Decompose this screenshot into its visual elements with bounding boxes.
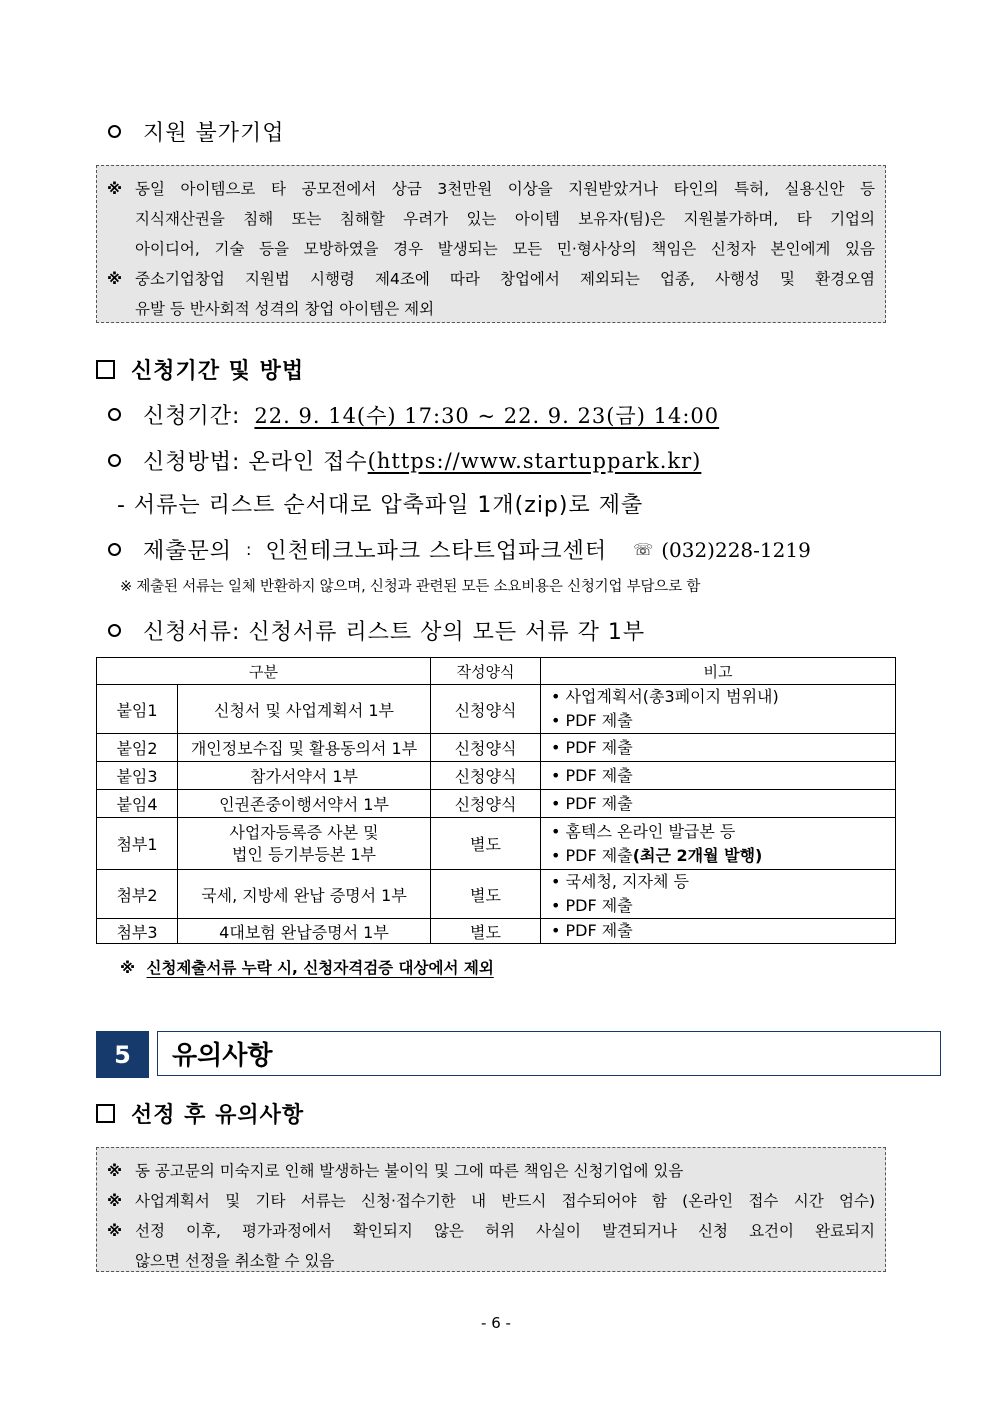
caution-heading: 선정 후 유의사항 [96, 1098, 304, 1129]
omission-note: ※ 신청제출서류 누락 시, 신청자격검증 대상에서 제외 [120, 959, 494, 977]
table-row: 첨부2 국세, 지방세 완납 증명서 1부 별도 • 국세청, 지자체 등 • PDF 제출 [97, 870, 896, 919]
note-line: 지식재산권을 침해 또는 침해할 우려가 있는 아이템 보유자(팀)은 지원불가하며, 타 기업의 [135, 210, 875, 228]
apply-url-link[interactable]: (https://www.startuppark.kr) [367, 448, 702, 473]
circle-bullet-icon [108, 125, 121, 138]
unsupported-heading: 지원 불가기업 [108, 116, 285, 147]
section-title: 유의사항 [157, 1031, 941, 1076]
docs-format-line: - 서류는 리스트 순서대로 압축파일 1개(zip)로 제출 [117, 493, 644, 518]
note-line: 선정 이후, 평가과정에서 확인되지 않은 허위 사실이 발견되거나 신청 요건이 완료되지 [135, 1222, 875, 1240]
apply-method: 신청방법: 온라인 접수 (https://www.startuppark.kr) [108, 445, 701, 476]
unsupported-note-box: ※ 동일 아이템으로 타 공모전에서 상금 3천만원 이상을 지원받았거나 타인의 특허, 실용신안 등 지식재산권을 침해 또는 침해할 우려가 있는 아이템 보유자(팀)은 지원불가하며, 타 기업의 아이디어, 기술 등을 모방하였을 경우 발생되는 모든 민·형사상의 책임은 신청자 본인에게 있음 ※ 중소기업창업 지원법 시행령 제4조에 따라 창업에서 제외되는 업종, 사행성 및 환경오염 유발 등 반사회적 성격의 창업 아이템은 제외 [96, 165, 886, 323]
circle-bullet-icon [108, 543, 121, 556]
note-line: 아이디어, 기술 등을 모방하였을 경우 발생되는 모든 민·형사상의 책임은 신청자 본인에게 있음 [135, 240, 875, 258]
note-line: 않으면 선정을 취소할 수 있음 [135, 1252, 335, 1270]
circle-bullet-icon [108, 408, 121, 421]
table-row: 첨부1 사업자등록증 사본 및 법인 등기부등본 1부 별도 • 홈텍스 온라인 발급본 등 • PDF 제출(최근 2개월 발행) [97, 818, 896, 870]
note-line: 사업계획서 및 기타 서류는 신청·접수기한 내 반드시 접수되어야 함 (온라인 접수 시간 엄수) [135, 1192, 875, 1210]
square-bullet-icon [96, 360, 115, 379]
apply-heading: 신청기간 및 방법 [96, 354, 304, 385]
square-bullet-icon [96, 1104, 115, 1123]
table-row: 붙임2 개인정보수집 및 활용동의서 1부 신청양식 • PDF 제출 [97, 734, 896, 762]
table-header-row: 구분 작성양식 비고 [97, 658, 896, 685]
phone-icon: ☏ [633, 540, 654, 559]
note-line: 중소기업창업 지원법 시행령 제4조에 따라 창업에서 제외되는 업종, 사행성 및 환경오염 [135, 270, 875, 288]
period-value: 22. 9. 14(수) 17:30 ~ 22. 9. 23(금) 14:00 [254, 403, 720, 428]
note-line: 동일 아이템으로 타 공모전에서 상금 3천만원 이상을 지원받았거나 타인의 특허, 실용신안 등 [135, 180, 875, 198]
apply-inquiry: 제출문의 : 인천테크노파크 스타트업파크센터 ☏ (032)228-1219 [108, 534, 811, 565]
table-row: 붙임1 신청서 및 사업계획서 1부 신청양식 • 사업계획서(총3페이지 범위내) • PDF 제출 [97, 685, 896, 734]
page-number: - 6 - [481, 1314, 511, 1332]
apply-period: 신청기간: 22. 9. 14(수) 17:30 ~ 22. 9. 23(금) 14:00 [108, 399, 719, 430]
section-number: 5 [96, 1031, 149, 1078]
table-row: 붙임4 인권존중이행서약서 1부 신청양식 • PDF 제출 [97, 790, 896, 818]
circle-bullet-icon [108, 454, 121, 467]
inquiry-phone: (032)228-1219 [661, 537, 811, 562]
table-row: 붙임3 참가서약서 1부 신청양식 • PDF 제출 [97, 762, 896, 790]
refund-note: ※ 제출된 서류는 일체 반환하지 않으며, 신청과 관련된 모든 소요비용은 신청기업 부담으로 함 [120, 579, 701, 595]
note-line: 유발 등 반사회적 성격의 창업 아이템은 제외 [135, 300, 435, 318]
documents-table [96, 657, 896, 944]
circle-bullet-icon [108, 624, 121, 637]
caution-note-box: ※ 동 공고문의 미숙지로 인해 발생하는 불이익 및 그에 따른 책임은 신청기업에 있음 ※ 사업계획서 및 기타 서류는 신청·접수기한 내 반드시 접수되어야 함 (온라인 접수 시간 엄수) ※ 선정 이후, 평가과정에서 확인되지 않은 허위 사실이 발견되거나 신청 요건이 완료되지 않으면 선정을 취소할 수 있음 [96, 1147, 886, 1272]
table-row: 첨부3 4대보험 완납증명서 1부 별도 • PDF 제출 [97, 919, 896, 944]
docs-heading: 신청서류: 신청서류 리스트 상의 모든 서류 각 1부 [108, 615, 645, 646]
note-line: 동 공고문의 미숙지로 인해 발생하는 불이익 및 그에 따른 책임은 신청기업에 있음 [135, 1162, 684, 1180]
